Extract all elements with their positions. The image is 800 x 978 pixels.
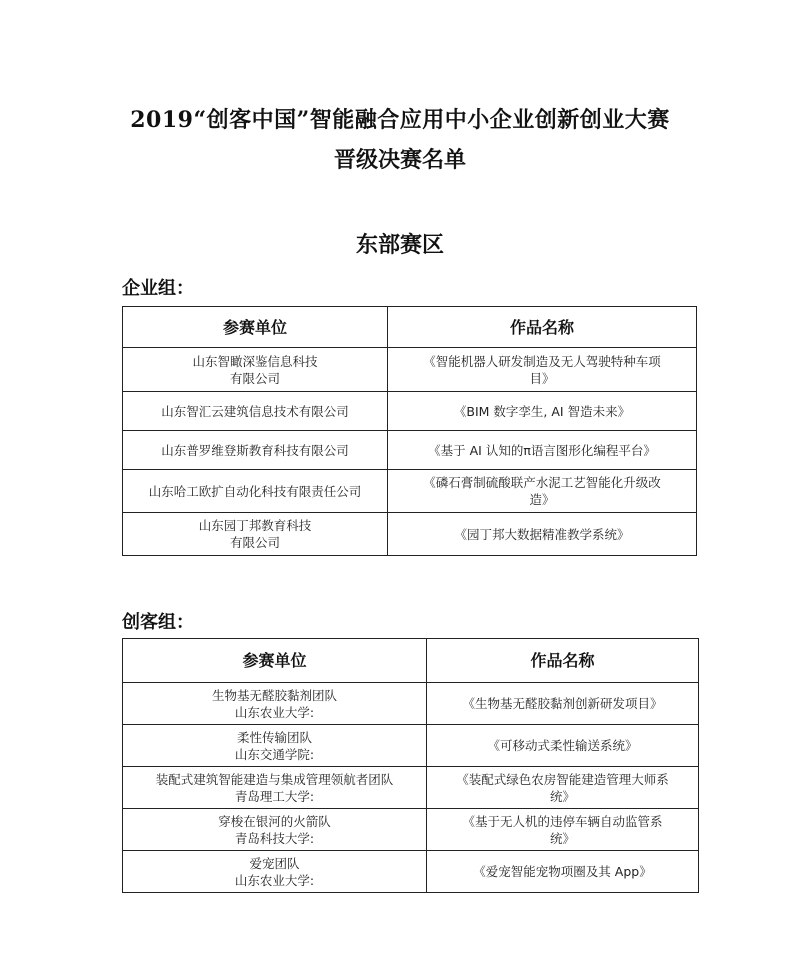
- enterprise-table: [122, 306, 697, 556]
- table-row: [123, 470, 697, 513]
- unit-line: 山东农业大学:: [234, 704, 315, 720]
- unit-line: 山东园丁邦教育科技: [198, 518, 312, 533]
- unit-cell: [123, 809, 427, 851]
- table-row: [123, 851, 699, 893]
- unit-cell: [123, 392, 388, 431]
- work-cell: [388, 470, 697, 513]
- unit-cell: [123, 470, 388, 513]
- unit-line: 山东普罗维登斯教育科技有限公司: [161, 442, 349, 458]
- work-line: 统》: [549, 788, 575, 804]
- work-cell: [388, 392, 697, 431]
- work-line: 《智能机器人研发制造及无人驾驶特种车项: [423, 353, 661, 369]
- unit-cell: [123, 683, 427, 725]
- table-row: [123, 348, 697, 392]
- table-row: [123, 809, 699, 851]
- table-row: [123, 683, 699, 725]
- work-cell: [427, 767, 699, 809]
- table-row: [123, 392, 697, 431]
- unit-line: 装配式建筑智能建造与集成管理领航者团队: [155, 771, 394, 787]
- unit-line: 柔性传输团队: [236, 729, 312, 745]
- work-line: 《园丁邦大数据精准教学系统》: [454, 526, 630, 542]
- unit-line: 山东智汇云建筑信息技术有限公司: [161, 403, 349, 419]
- work-line: 《基于 AI 认知的π语言图形化编程平台》: [428, 442, 656, 458]
- work-line: 《生物基无醛胶黏剂创新研发项目》: [462, 696, 663, 711]
- maker-table: [122, 638, 699, 893]
- unit-cell: [123, 513, 388, 556]
- unit-line: 生物基无醛胶黏剂团队: [211, 687, 337, 703]
- work-line: 《基于无人机的违停车辆自动监管系: [462, 813, 663, 829]
- unit-cell: [123, 348, 388, 392]
- unit-line: 青岛理工大学:: [234, 788, 315, 804]
- unit-line: 青岛科技大学:: [234, 830, 315, 846]
- table-row: [123, 431, 697, 470]
- table-row: [123, 725, 699, 767]
- work-cell: [388, 348, 697, 392]
- unit-cell: [123, 851, 427, 893]
- work-cell: [427, 809, 699, 851]
- table-row: [123, 513, 697, 556]
- work-line: 《BIM 数字孪生, AI 智造未来》: [453, 403, 631, 419]
- unit-line: 山东哈工欧扩自动化科技有限责任公司: [148, 483, 362, 499]
- work-line: 《磷石膏制硫酸联产水泥工艺智能化升级改: [423, 475, 661, 490]
- document-subtitle: 晋级决赛名单: [333, 147, 466, 173]
- work-cell: [427, 683, 699, 725]
- unit-cell: [123, 431, 388, 470]
- unit-cell: [123, 725, 427, 767]
- column-header-work: 作品名称: [427, 639, 699, 683]
- work-line: 造》: [529, 492, 555, 507]
- column-header-work: 作品名称: [388, 307, 697, 348]
- unit-cell: [123, 767, 427, 809]
- unit-line: 有限公司: [229, 535, 280, 550]
- work-cell: [427, 725, 699, 767]
- work-line: 统》: [549, 830, 575, 846]
- work-cell: [388, 431, 697, 470]
- work-line: 《爱宠智能宠物项圈及其 App》: [473, 864, 652, 879]
- region-heading: 东部赛区: [355, 232, 444, 258]
- unit-line: 有限公司: [229, 370, 280, 386]
- table-header-row: [123, 639, 699, 683]
- work-cell: [388, 513, 697, 556]
- unit-line: 山东智瞰深鉴信息科技: [192, 353, 318, 369]
- column-header-unit: 参赛单位: [123, 639, 427, 683]
- enterprise-group-heading: 企业组：: [122, 278, 194, 299]
- work-cell: [427, 851, 699, 893]
- unit-line: 山东交通学院:: [234, 746, 315, 762]
- work-line: 目》: [529, 370, 555, 386]
- unit-line: 爱宠团队: [249, 855, 300, 871]
- column-header-unit: 参赛单位: [123, 307, 388, 348]
- unit-line: 穿梭在银河的火箭队: [218, 813, 331, 829]
- unit-line: 山东农业大学:: [234, 872, 315, 888]
- work-line: 《装配式绿色农房智能建造管理大师系: [456, 771, 669, 787]
- table-header-row: [123, 307, 697, 348]
- work-line: 《可移动式柔性输送系统》: [487, 738, 638, 753]
- document-title: 2019“创客中国”智能融合应用中小企业创新创业大赛: [130, 107, 670, 133]
- table-row: [123, 767, 699, 809]
- maker-group-heading: 创客组：: [122, 612, 194, 633]
